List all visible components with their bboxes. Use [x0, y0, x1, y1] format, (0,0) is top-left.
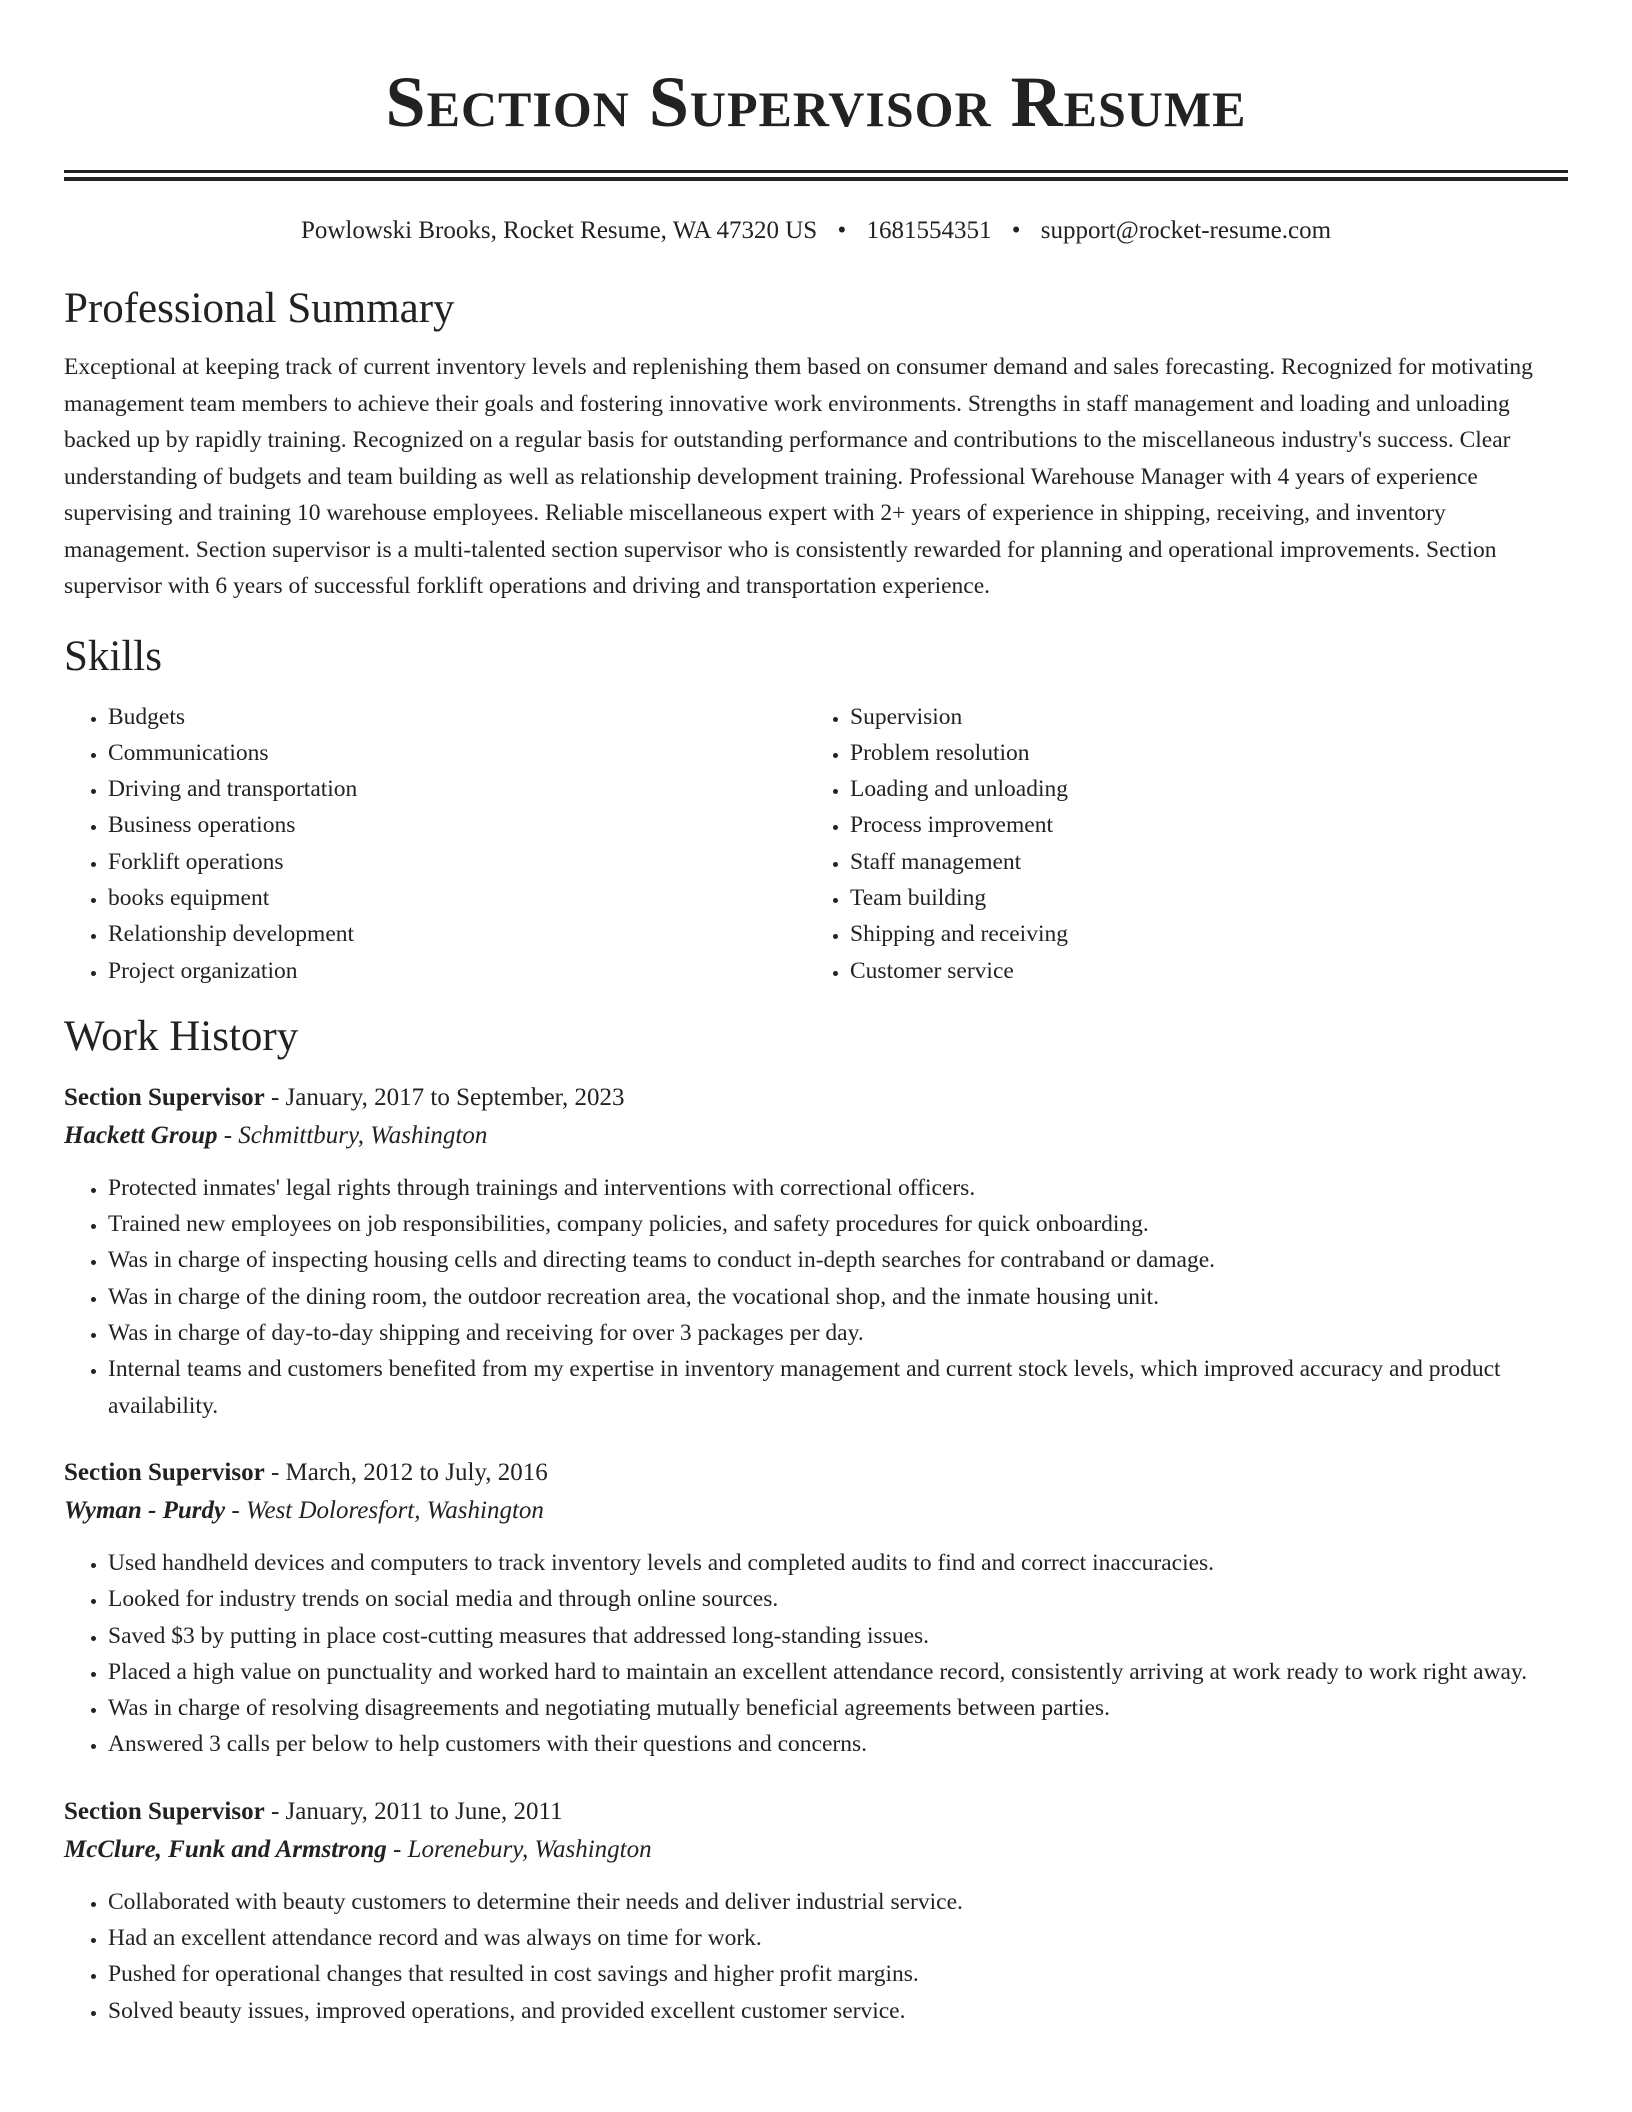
contact-line — [64, 215, 1568, 247]
job-company-line — [64, 1831, 1568, 1869]
skill-item: • Project organization — [108, 953, 806, 989]
skill-item: • Customer service — [850, 953, 1566, 989]
job-bullet: • Was in charge of day-to-day shipping and receiving for over 3 packages per day. — [108, 1315, 1568, 1351]
skill-item: • Staff management — [850, 844, 1566, 880]
job-company-line — [64, 1117, 1568, 1155]
job-bullets — [64, 1545, 1568, 1763]
skill-item: • Supervision — [850, 699, 1566, 735]
job-bullet: • Had an excellent attendance record and was always on time for work. — [108, 1920, 1568, 1956]
skill-item: • books equipment — [108, 880, 806, 916]
job-location: - Schmittbury, Washington — [217, 1121, 488, 1149]
skill-item: • Driving and transportation — [108, 771, 806, 807]
job-dates: - January, 2017 to September, 2023 — [264, 1083, 625, 1111]
job-bullet: • Solved beauty issues, improved operations, and provided excellent customer service. — [108, 1993, 1568, 2029]
contact-separator: • — [1011, 217, 1021, 244]
job-entry — [64, 1454, 1568, 1763]
job-title-line — [64, 1079, 1568, 1117]
skill-item: • Process improvement — [850, 807, 1566, 843]
skill-item: • Business operations — [108, 807, 806, 843]
contact-address: Powlowski Brooks, Rocket Resume, WA 47320 US — [300, 217, 818, 244]
skills-list-left — [64, 699, 806, 989]
summary-heading: Professional Summary — [64, 285, 455, 332]
job-entry — [64, 1793, 1568, 2029]
resume-title: Section Supervisor Resume — [385, 62, 1247, 142]
job-bullet: • Was in charge of resolving disagreements and negotiating mutually beneficial agreements between parties. — [108, 1690, 1568, 1726]
job-dates: - March, 2012 to July, 2016 — [264, 1458, 548, 1486]
job-company: Wyman - Purdy — [64, 1496, 226, 1524]
skills-heading: Skills — [64, 632, 162, 680]
job-company-line — [64, 1492, 1568, 1530]
job-bullet: • Internal teams and customers benefited from my expertise in inventory management and current stock levels, which improved accuracy and product availability. — [108, 1351, 1568, 1424]
job-bullet: • Pushed for operational changes that resulted in cost savings and higher profit margins. — [108, 1956, 1568, 1992]
contact-separator: • — [837, 217, 847, 244]
skill-item: • Problem resolution — [850, 735, 1566, 771]
job-bullet: • Placed a high value on punctuality and worked hard to maintain an excellent attendance record, consistently arriving at work ready to work right away. — [108, 1654, 1568, 1690]
skill-item: • Budgets — [108, 699, 806, 735]
skill-item: • Forklift operations — [108, 844, 806, 880]
job-dates: - January, 2011 to June, 2011 — [264, 1797, 563, 1825]
job-title-line — [64, 1793, 1568, 1831]
job-bullet: • Saved $3 by putting in place cost-cutting measures that addressed long-standing issues. — [108, 1618, 1568, 1654]
job-bullet: • Trained new employees on job responsibilities, company policies, and safety procedures for quick onboarding. — [108, 1206, 1568, 1242]
contact-email: support@rocket-resume.com — [1040, 217, 1332, 244]
work-history-heading: Work History — [64, 1012, 299, 1060]
job-bullet: • Looked for industry trends on social media and through online sources. — [108, 1581, 1568, 1617]
job-location: - Lorenebury, Washington — [386, 1835, 652, 1863]
skill-item: • Loading and unloading — [850, 771, 1566, 807]
contact-phone: 1681554351 — [866, 217, 992, 244]
title-double-rule — [64, 170, 1568, 181]
job-bullet: • Collaborated with beauty customers to determine their needs and deliver industrial service. — [108, 1884, 1568, 1920]
job-bullet: • Answered 3 calls per below to help customers with their questions and concerns. — [108, 1726, 1568, 1762]
job-title-line — [64, 1454, 1568, 1492]
job-bullet: • Protected inmates' legal rights through trainings and interventions with correctional officers. — [108, 1170, 1568, 1206]
skill-item: • Team building — [850, 880, 1566, 916]
job-bullet: • Was in charge of the dining room, the outdoor recreation area, the vocational shop, and the inmate housing unit. — [108, 1279, 1568, 1315]
skill-item: • Shipping and receiving — [850, 916, 1566, 952]
job-role: Section Supervisor — [64, 1797, 265, 1825]
job-role: Section Supervisor — [64, 1458, 265, 1486]
skills-list-right — [806, 699, 1566, 989]
job-bullet: • Used handheld devices and computers to track inventory levels and completed audits to find and correct inaccuracies. — [108, 1545, 1568, 1581]
job-bullets — [64, 1170, 1568, 1424]
job-location: - West Doloresfort, Washington — [225, 1496, 544, 1524]
skill-item: • Communications — [108, 735, 806, 771]
job-bullet: • Was in charge of inspecting housing cells and directing teams to conduct in-depth searches for contraband or damage. — [108, 1242, 1568, 1278]
summary-text: Exceptional at keeping track of current inventory levels and replenishing them based on consumer demand and sales forecasting. Recognized for motivating management team members to achieve their goals and fostering innovative work environments. Strengths in staff management and loading and unloading backed up by rapidly training. Recognized on a regular basis for outstanding performance and contributions to the miscellaneous industry's success. Clear understanding of budgets and team building as well as relationship development training. Professional Warehouse Manager with 4 years of experience supervising and training 10 warehouse employees. Reliable miscellaneous expert with 2+ years of experience in shipping, receiving, and inventory management. Section supervisor is a multi-talented section supervisor who is consistently rewarded for planning and operational improvements. Section supervisor with 6 years of successful forklift operations and driving and transportation experience. — [64, 354, 1533, 599]
skill-item: • Relationship development — [108, 916, 806, 952]
job-bullets — [64, 1884, 1568, 2029]
job-company: McClure, Funk and Armstrong — [64, 1835, 387, 1863]
job-company: Hackett Group — [64, 1121, 218, 1149]
job-role: Section Supervisor — [64, 1083, 265, 1111]
skills-columns — [64, 699, 1568, 989]
job-entry — [64, 1079, 1568, 1424]
